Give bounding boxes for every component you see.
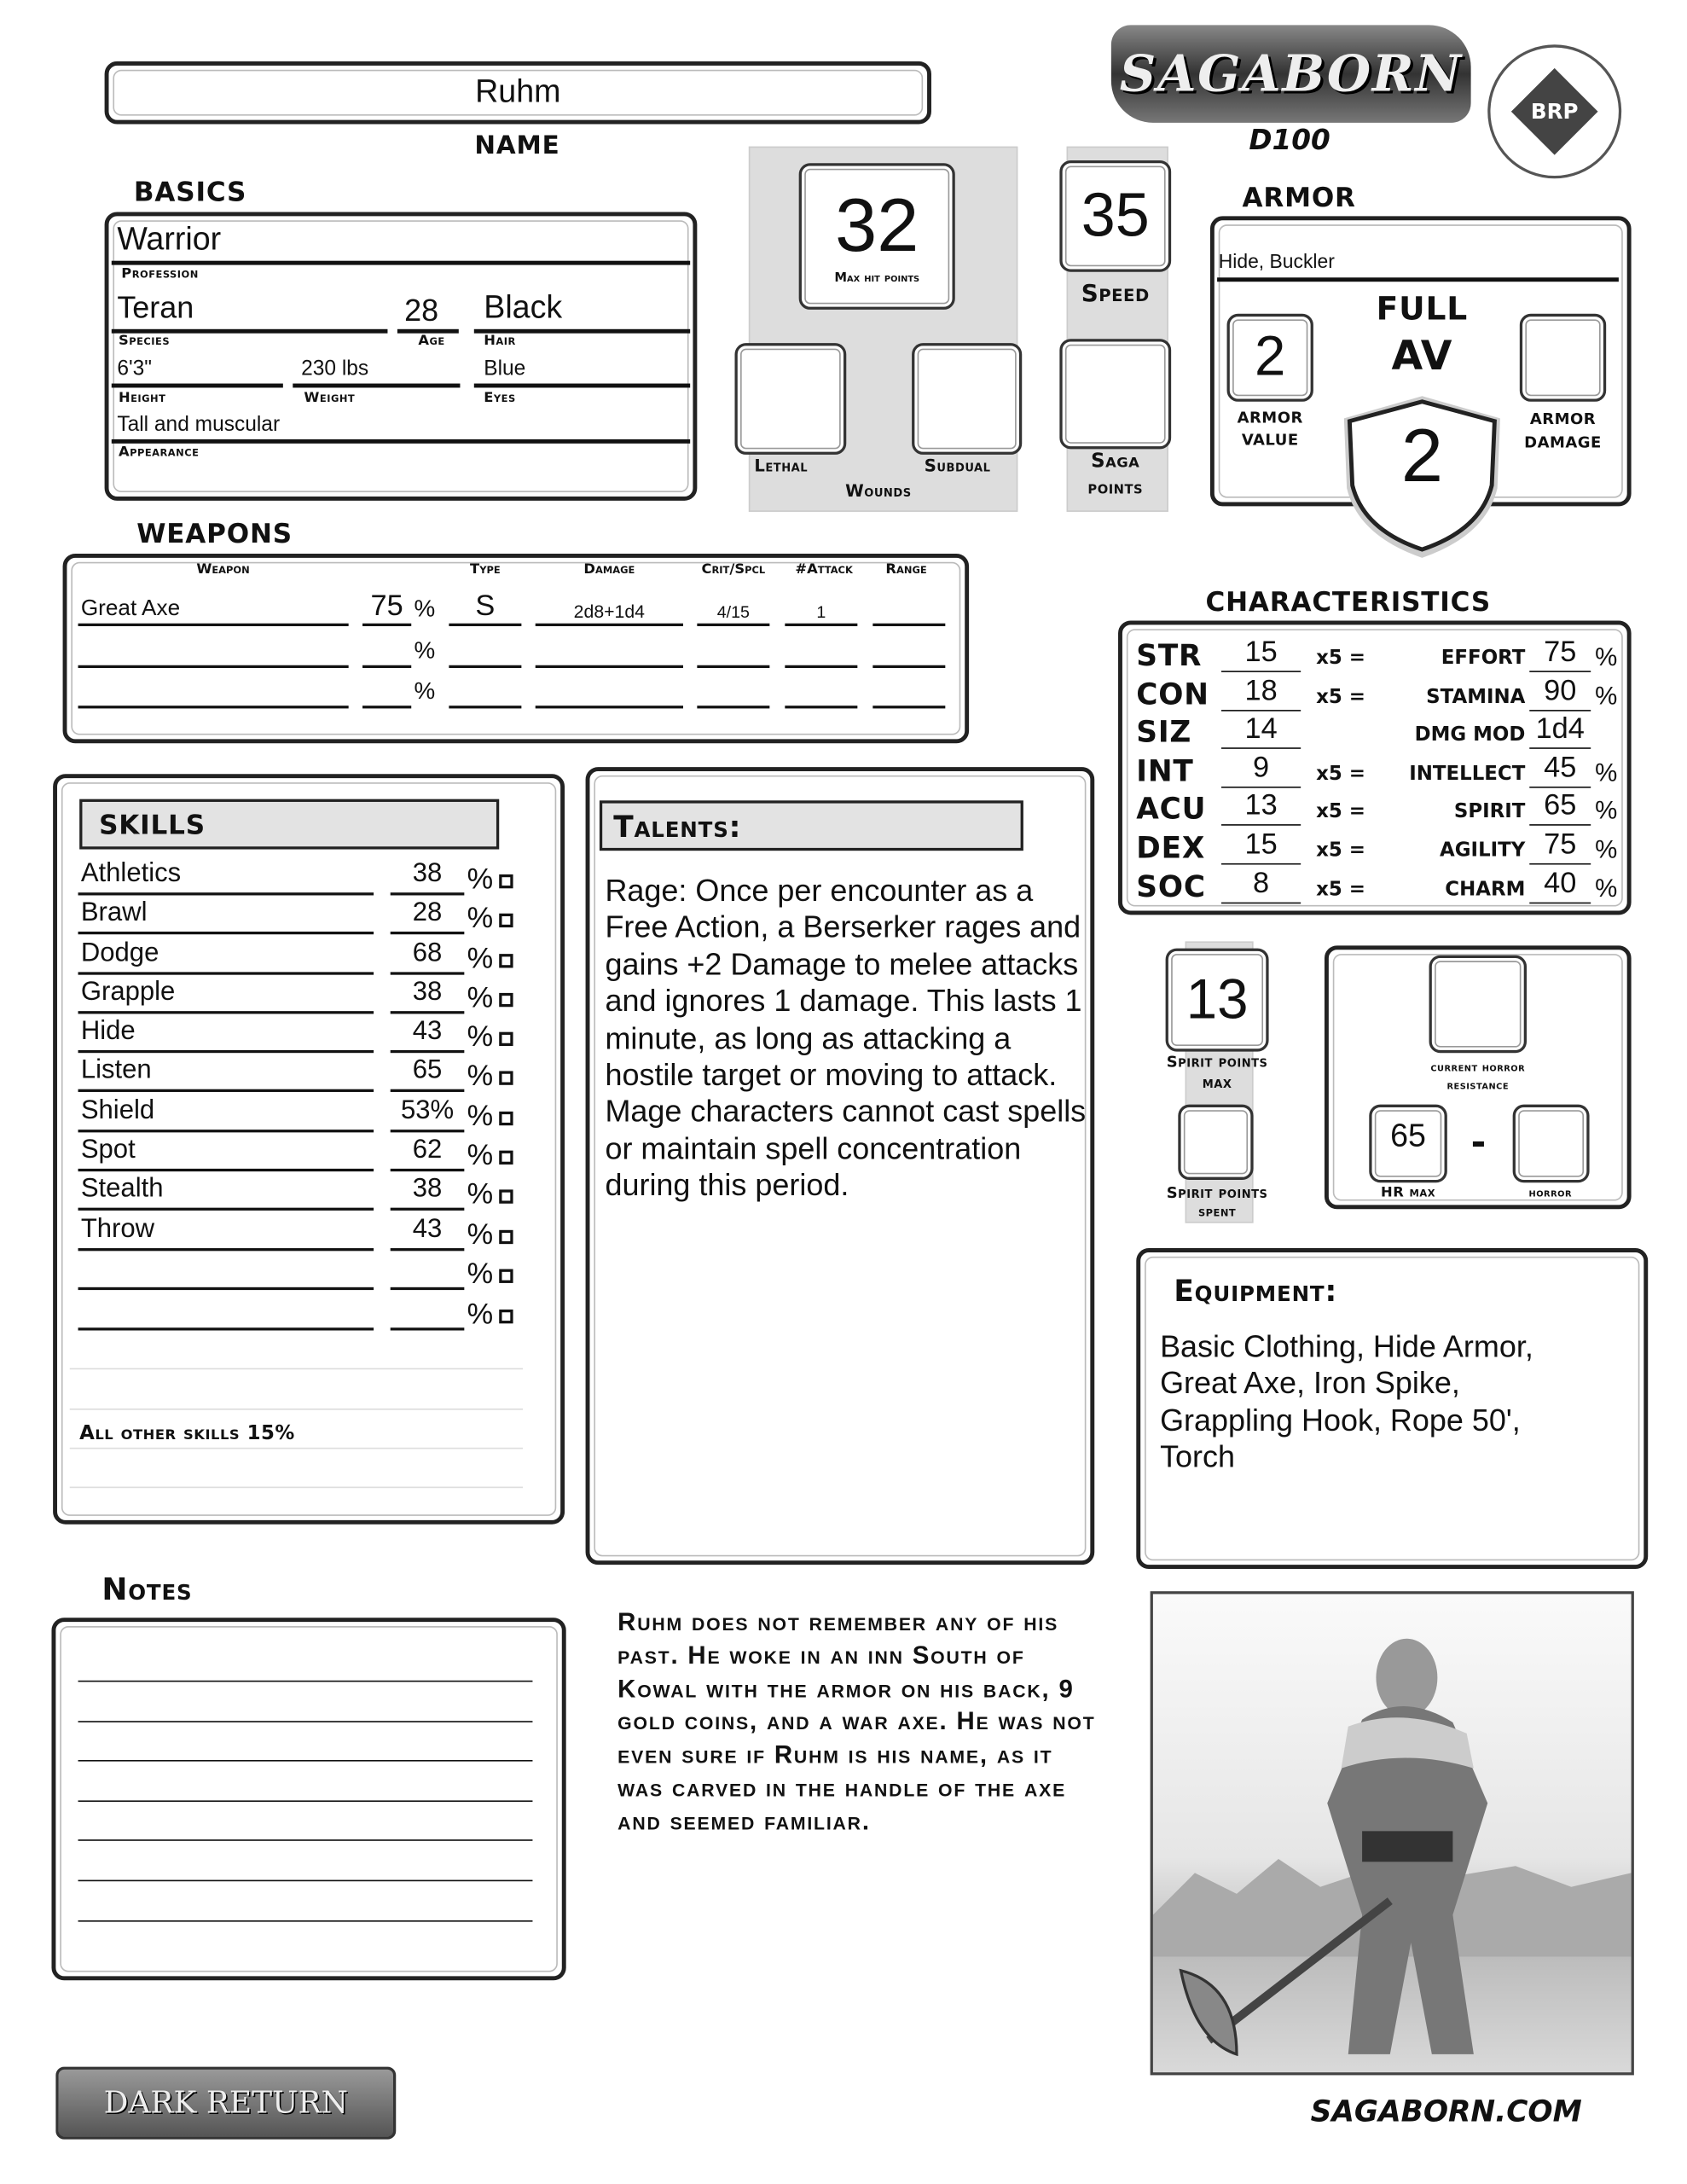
weapon-type-line [449,665,521,668]
percent-sign: % [467,943,494,975]
armor-value-label-2: VALUE [1241,431,1299,450]
hair-label: Hair [484,333,516,349]
stat-line [1221,748,1301,750]
skill-name-line [78,892,374,895]
weapons-title: WEAPONS [136,519,293,550]
stat-value[interactable]: 9 [1253,751,1270,784]
skill-checkbox[interactable] [499,1112,513,1125]
skill-checkbox[interactable] [499,1151,513,1165]
stat-name: CON [1136,677,1209,712]
brp-seal: BRP [1487,44,1621,178]
armor-damage-box[interactable] [1520,314,1606,402]
skills-blank-line [70,1487,523,1489]
wounds-label: Wounds [845,480,912,501]
appearance-label: Appearance [118,444,200,461]
hr-max-value: 65 [1390,1116,1426,1153]
weapon-attacks[interactable]: 1 [816,602,826,623]
stat-name: STR [1136,638,1203,672]
skill-checkbox[interactable] [499,1310,513,1323]
skill-name: Grapple [80,977,176,1008]
weapons-header-range: Range [885,561,927,578]
notes-line [78,1840,533,1842]
website-link[interactable]: SAGABORN.COM [1310,2094,1582,2129]
armor-worn-value[interactable]: Hide, Buckler [1218,249,1335,272]
dark-return-logo [55,2067,396,2140]
skill-value-line [391,1248,465,1251]
skill-checkbox[interactable] [499,1189,513,1203]
derived-name: AGILITY [1440,839,1526,863]
stat-name: SIZ [1136,715,1192,750]
multiplier: x5 = [1316,878,1366,901]
height-line [112,384,283,388]
skill-value-line [391,1089,465,1092]
weapon-range-line [872,624,945,626]
horror-label: horror [1528,1187,1573,1201]
derived-line [1529,671,1591,672]
sagaborn-logo [1111,25,1471,122]
hr-max-box[interactable] [1369,1105,1447,1183]
stat-value[interactable]: 8 [1253,867,1270,899]
skill-name: Spot [80,1135,136,1165]
weapons-header-weapon: Weapon [196,561,250,578]
derived-name: DMG MOD [1414,723,1526,746]
stat-name: ACU [1136,793,1207,827]
derived-line [1529,902,1591,903]
talents-title: Talents: [613,810,742,844]
percent-sign: % [414,595,436,623]
hair-value[interactable]: Black [484,288,563,325]
profession-value[interactable]: Warrior [117,220,222,257]
all-other-skills-label: All other skills 15% [79,1422,295,1445]
percent-sign: % [467,1060,494,1092]
skill-name-line [78,972,374,974]
multiplier: x5 = [1316,800,1366,824]
skill-value-line [391,1050,465,1053]
weapon-attacks-line [785,624,857,626]
skill-checkbox[interactable] [499,1071,513,1084]
weapon-damage-line [536,665,683,668]
skill-name-line [78,932,374,934]
character-portrait [1151,1591,1634,2075]
percent-sign: % [467,1218,494,1252]
weapon-damage-line [536,624,683,626]
spirit-points-max-label-1: Spirit points [1166,1053,1268,1072]
skill-name-line [78,1327,374,1330]
percent-sign: % [1595,758,1618,787]
skill-value-line [391,1287,465,1290]
skill-value[interactable]: 38 [412,858,443,889]
percent-sign: % [1595,642,1618,671]
armor-damage-label-1: ARMOR [1529,410,1597,428]
weight-line [293,384,460,388]
derived-line [1529,709,1591,711]
full-av-value: 2 [1400,414,1443,498]
skill-value-line [391,932,465,934]
skill-value-line [391,972,465,974]
armor-value-label-1: ARMOR [1237,408,1303,427]
skills-blank-line [70,1368,523,1370]
skill-checkbox[interactable] [499,1032,513,1046]
skill-value-line [391,1208,465,1211]
skill-name: Brawl [80,897,148,928]
max-hit-points-label: Max hit points [834,270,920,286]
derived-name: INTELLECT [1409,762,1526,786]
skill-value-line [391,1327,465,1330]
notes-line [78,1800,533,1802]
armor-value: 2 [1255,326,1286,388]
skill-value[interactable]: 38 [412,977,443,1008]
skill-name-line [78,1089,374,1092]
equipment-text[interactable]: Basic Clothing, Hide Armor, Great Axe, Iron Spike, Grappling Hook, Rope 50', Torch [1160,1328,1533,1474]
dark-return-logo-text: DARK RETURN [103,2085,349,2121]
percent-sign: % [1595,874,1618,902]
armor-title: ARMOR [1242,183,1356,214]
subdual-label: Subdual [924,456,991,476]
percent-sign: % [467,1298,494,1331]
skills-header [79,799,499,850]
appearance-line [112,439,690,444]
lethal-wounds-box[interactable] [734,343,846,455]
stat-value[interactable]: 13 [1244,789,1278,822]
minus-sign: - [1470,1122,1487,1165]
weapon-damage-line [536,706,683,708]
skill-value[interactable]: 62 [412,1135,443,1165]
name-value: Ruhm [475,73,561,109]
stat-line [1221,825,1301,827]
saga-points-label-1: Saga [1091,450,1140,473]
weapons-panel [63,554,970,743]
weapon-crit[interactable]: 4/15 [716,602,750,623]
weight-label: Weight [304,390,356,406]
stat-value[interactable]: 15 [1244,828,1278,861]
derived-name: EFFORT [1441,647,1526,670]
stat-value[interactable]: 14 [1244,712,1278,746]
stat-line [1221,671,1301,672]
weapon-skill-line [362,624,411,626]
weapon-skill-line [362,665,411,668]
derived-line [1529,825,1591,827]
skill-name-line [78,1208,374,1211]
notes-panel[interactable] [51,1618,565,1980]
current-horror-label-1: current horror [1430,1061,1526,1074]
percent-sign: % [467,1020,494,1054]
profession-label: Profession [121,266,199,282]
derived-value[interactable]: 90 [1544,674,1577,707]
eyes-label: Eyes [484,390,516,406]
height-label: Height [118,390,166,406]
percent-sign: % [467,1258,494,1291]
notes-line [78,1760,533,1762]
skill-checkbox[interactable] [499,914,513,927]
derived-value[interactable]: 1d4 [1535,712,1585,746]
armor-worn-line [1217,277,1619,282]
percent-sign: % [467,863,494,896]
multiplier: x5 = [1316,839,1366,863]
skill-checkbox[interactable] [499,1230,513,1244]
sagaborn-logo-text: SAGABORN [1119,44,1463,103]
profession-line [112,261,690,265]
derived-value[interactable]: 75 [1544,636,1577,669]
saga-points-box[interactable] [1059,339,1171,449]
skills-blank-line [70,1409,523,1410]
weapon-range-line [872,706,945,708]
skill-name: Listen [80,1055,152,1085]
stat-line [1221,902,1301,903]
weapons-header-type: Type [470,561,501,578]
skill-value-line [391,1011,465,1014]
skill-value[interactable]: 43 [412,1214,443,1245]
subdual-wounds-box[interactable] [912,343,1022,455]
max-hit-points-value: 32 [835,183,919,268]
weapon-weapon-line [78,665,349,668]
skill-name: Stealth [80,1174,164,1204]
skill-value-line [391,1130,465,1132]
spirit-points-max-box[interactable] [1166,949,1269,1052]
skill-value[interactable]: 53% [400,1095,455,1126]
armor-damage-label-2: DAMAGE [1524,433,1602,452]
stat-value[interactable]: 18 [1244,674,1278,707]
skill-value[interactable]: 28 [412,897,443,928]
max-hit-points-box[interactable] [799,163,955,310]
skill-checkbox[interactable] [499,954,513,967]
multiplier: x5 = [1316,685,1366,708]
talents-text[interactable]: Rage: Once per encounter as a Free Action, a Berserker rages and gains +2 Damage to melee attacks and ignores 1 damage. This lasts 1 minute, as long as attacking a hostile target or moving to attack. Mage characters cannot cast spells or maintain spell concentration during this period. [605,873,1087,1203]
skill-name-line [78,1287,374,1290]
skill-name-line [78,1248,374,1251]
skill-checkbox[interactable] [499,1269,513,1283]
derived-line [1529,748,1591,750]
d100-label: D100 [1249,122,1330,157]
weapons-header-damage: Damage [583,561,635,578]
spirit-points-spent-label-1: Spirit points [1166,1183,1268,1203]
notes-line [78,1880,533,1882]
derived-value[interactable]: 75 [1544,828,1577,861]
full-label: FULL [1376,291,1469,328]
spirit-points-max-label-2: max [1202,1073,1232,1092]
skill-value[interactable]: 65 [412,1055,443,1085]
derived-name: CHARM [1445,878,1526,901]
notes-line [78,1920,533,1921]
stat-line [1221,709,1301,711]
backstory-text: Ruhm does not remember any of his past. He woke in an inn South of Kowal with the armor on his back, 9 gold coins, and a war axe. He was not even sure if Ruhm is his name, as it was carved in the handle of the axe and seemed familiar. [617,1607,1096,1835]
percent-sign: % [467,902,494,935]
warrior-illustration [1153,1594,1632,2072]
derived-name: STAMINA [1426,685,1526,708]
stat-name: SOC [1136,869,1206,903]
equipment-title: Equipment: [1174,1275,1338,1309]
appearance-value[interactable]: Tall and muscular [117,412,281,437]
skill-name: Hide [80,1016,136,1047]
weapon-crit-line [697,624,769,626]
talents-header [600,800,1023,851]
skill-name: Athletics [80,858,182,889]
multiplier: x5 = [1316,762,1366,786]
derived-value[interactable]: 45 [1544,751,1577,784]
weapon-crit-line [697,706,769,708]
basics-title: BASICS [133,177,247,208]
hr-max-label: HR max [1381,1185,1436,1201]
skills-blank-line [70,1448,523,1449]
stat-name: INT [1136,754,1194,788]
derived-value[interactable]: 65 [1544,789,1577,822]
speed-value: 35 [1081,181,1150,250]
skill-name: Dodge [80,938,159,968]
horror-box[interactable] [1513,1105,1590,1183]
stat-name: DEX [1136,831,1206,865]
skill-name: Throw [80,1214,155,1245]
percent-sign: % [1595,681,1618,710]
skill-checkbox[interactable] [499,874,513,888]
percent-sign: % [414,677,436,705]
spirit-points-spent-box[interactable] [1178,1105,1253,1180]
percent-sign: % [467,1100,494,1133]
weapon-type-line [449,706,521,708]
weapon-attacks-line [785,706,857,708]
av-label: AV [1391,332,1453,380]
derived-line [1529,787,1591,788]
species-value[interactable]: Teran [117,290,194,325]
speed-box[interactable] [1059,160,1171,272]
skill-name-line [78,1169,374,1171]
derived-value[interactable]: 40 [1544,867,1577,899]
weapons-header-critspcl: Crit/Spcl [701,561,766,578]
skill-name-line [78,1050,374,1053]
notes-line [78,1721,533,1722]
skill-value[interactable]: 38 [412,1174,443,1204]
skill-value-line [391,1169,465,1171]
weapon-type[interactable]: S [475,590,496,623]
skill-value[interactable]: 43 [412,1016,443,1047]
weapon-weapon-line [78,706,349,708]
percent-sign: % [1595,797,1618,825]
spirit-points-max-value: 13 [1186,968,1249,1031]
percent-sign: % [1595,835,1618,863]
weapon-damage[interactable]: 2d8+1d4 [573,601,646,623]
percent-sign: % [467,981,494,1014]
skill-name: Shield [80,1095,155,1126]
skill-checkbox[interactable] [499,993,513,1007]
lethal-label: Lethal [754,456,809,476]
stat-line [1221,787,1301,788]
skill-name-line [78,1011,374,1014]
percent-sign: % [467,1139,494,1172]
percent-sign: % [414,637,436,665]
skill-value-line [391,892,465,895]
stat-value[interactable]: 15 [1244,636,1278,669]
weapon-crit-line [697,665,769,668]
age-label: Age [418,333,445,349]
current-horror-resistance-box[interactable] [1429,956,1527,1053]
speed-label: Speed [1081,280,1150,309]
spirit-points-spent-label-2: spent [1197,1205,1237,1221]
eyes-line [474,384,690,388]
characteristics-title: CHARACTERISTICS [1205,587,1492,619]
derived-name: SPIRIT [1453,800,1526,824]
multiplier: x5 = [1316,647,1366,670]
weapon-weapon[interactable]: Great Axe [80,596,181,621]
percent-sign: % [467,1178,494,1211]
skill-value[interactable]: 68 [412,938,443,968]
name-label: NAME [474,131,560,160]
armor-value-box[interactable] [1227,314,1313,402]
notes-line [78,1681,533,1682]
weight-value[interactable]: 230 lbs [301,357,369,381]
stat-line [1221,863,1301,865]
species-label: Species [118,333,171,349]
current-horror-label-2: resistance [1446,1079,1510,1092]
weapon-skill[interactable]: 75 [370,590,403,623]
derived-line [1529,863,1591,865]
weapons-header-attack: #Attack [795,561,853,578]
weapon-attacks-line [785,665,857,668]
notes-title: Notes [101,1572,193,1608]
age-value[interactable]: 28 [404,293,439,328]
weapon-skill-line [362,706,411,708]
weapon-type-line [449,624,521,626]
skill-name-line [78,1130,374,1132]
skills-title: SKILLS [99,810,206,841]
weapon-range-line [872,665,945,668]
height-value[interactable]: 6'3" [117,357,152,381]
weapon-weapon-line [78,624,349,626]
eyes-value[interactable]: Blue [484,357,526,381]
saga-points-label-2: points [1087,478,1144,500]
